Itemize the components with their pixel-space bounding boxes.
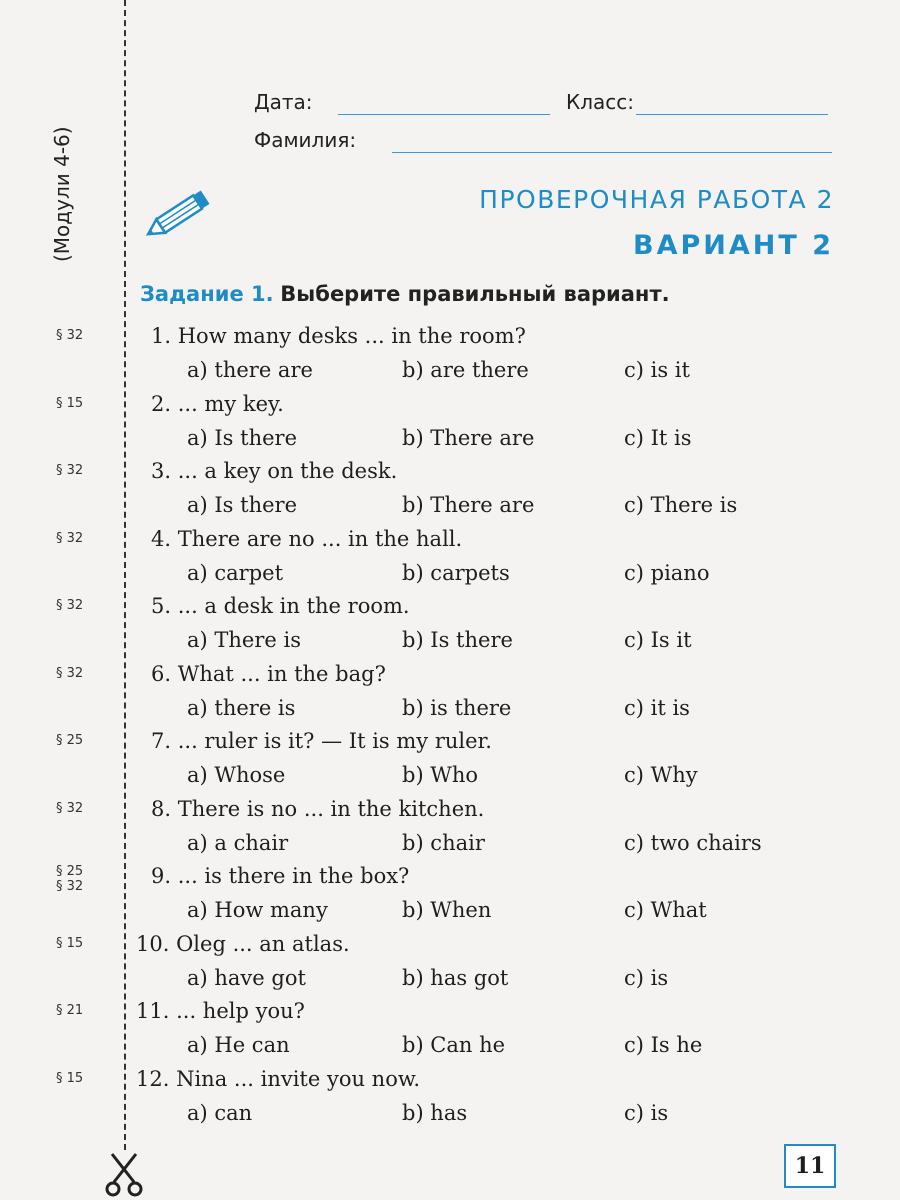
answer-option-b[interactable]: b) are there (402, 358, 529, 382)
answer-option-b[interactable]: b) When (402, 898, 492, 922)
grammar-reference-item: § 25 (56, 864, 84, 879)
question-number: 11. (136, 999, 170, 1023)
answer-option-b[interactable]: b) is there (402, 695, 512, 720)
grammar-reference (56, 733, 83, 748)
grammar-reference-item: § 15 (56, 1070, 84, 1086)
class-label: Класс: (566, 90, 634, 114)
question-item (0, 729, 900, 797)
question-text (136, 1067, 420, 1091)
class-field[interactable] (636, 114, 828, 115)
answer-option-b[interactable]: b) has (402, 1100, 468, 1125)
answer-option-a[interactable]: a) He can (187, 1033, 290, 1057)
question-sentence: There are no ... in the hall. (177, 526, 463, 551)
answer-option-a[interactable]: a) can (187, 1100, 253, 1125)
question-text (136, 999, 305, 1023)
answer-option-c[interactable]: c) There is (624, 493, 738, 517)
question-item (0, 999, 900, 1067)
grammar-reference-item: § 15 (56, 395, 84, 411)
question-item (0, 864, 900, 932)
grammar-reference-item: § 32 (56, 879, 84, 894)
task-heading (140, 282, 670, 306)
answer-option-c[interactable]: c) What (624, 898, 707, 922)
grammar-reference (56, 598, 83, 613)
answer-option-c[interactable]: c) it is (624, 695, 690, 720)
question-sentence: ... ruler is it? — It is my ruler. (177, 729, 492, 753)
grammar-reference-item: § 25 (56, 733, 84, 748)
side-module-label: (Модули 4-6) (50, 126, 74, 262)
question-number: 7. (151, 729, 172, 753)
grammar-reference-item: § 21 (56, 1003, 84, 1018)
answer-option-a[interactable]: a) How many (187, 898, 328, 922)
question-sentence: ... is there in the box? (177, 864, 410, 888)
answer-option-a[interactable]: a) there is (187, 695, 296, 720)
answer-option-a[interactable]: a) there are (187, 358, 313, 382)
answer-option-a[interactable]: a) Is there (187, 425, 297, 450)
answer-option-c[interactable]: c) Why (624, 763, 698, 787)
question-item (0, 932, 900, 1000)
answer-option-b[interactable]: b) has got (402, 965, 509, 990)
question-sentence: Oleg ... an atlas. (176, 931, 350, 956)
answer-option-c[interactable]: c) Is it (624, 628, 692, 652)
date-label: Дата: (254, 90, 313, 114)
question-text (151, 662, 386, 686)
question-text (136, 932, 350, 956)
answer-option-b[interactable]: b) There are (402, 425, 535, 450)
grammar-reference (56, 396, 83, 411)
question-text (151, 392, 284, 416)
task-label: Задание 1. (140, 282, 274, 306)
grammar-reference (56, 328, 83, 343)
answer-option-a[interactable]: a) Whose (187, 763, 286, 787)
question-item (0, 527, 900, 595)
question-sentence: ... my key. (177, 391, 284, 416)
question-number: 4. (151, 526, 172, 551)
task-instruction: Выберите правильный вариант. (280, 282, 670, 306)
answer-option-b[interactable]: b) Can he (402, 1033, 506, 1057)
grammar-reference (56, 1003, 83, 1018)
grammar-reference-item: § 32 (56, 530, 84, 546)
question-text (151, 527, 462, 551)
question-text (151, 459, 397, 483)
question-item (0, 594, 900, 662)
question-number: 8. (151, 796, 172, 821)
question-text (151, 594, 410, 618)
question-item (0, 459, 900, 527)
answer-option-a[interactable]: a) carpet (187, 560, 284, 585)
grammar-reference (56, 531, 83, 546)
question-sentence: ... help you? (176, 999, 305, 1023)
answer-option-b[interactable]: b) Who (402, 763, 479, 787)
grammar-reference-item: § 32 (56, 665, 84, 681)
answer-option-b[interactable]: b) chair (402, 830, 485, 855)
question-number: 2. (151, 391, 172, 416)
pencil-icon (140, 188, 216, 244)
question-number: 12. (136, 1066, 170, 1091)
answer-option-a[interactable]: a) There is (187, 628, 301, 652)
question-number: 3. (151, 459, 172, 483)
answer-option-a[interactable]: a) have got (187, 965, 306, 990)
grammar-reference-item: § 32 (56, 800, 84, 816)
question-sentence: ... a desk in the room. (177, 594, 410, 618)
answer-option-b[interactable]: b) carpets (402, 560, 510, 585)
surname-field[interactable] (392, 152, 832, 153)
answer-option-a[interactable]: a) Is there (187, 493, 297, 517)
answer-option-c[interactable]: c) It is (624, 425, 692, 450)
answer-option-c[interactable]: c) is (624, 965, 669, 990)
question-number: 5. (151, 594, 172, 618)
question-number: 6. (151, 661, 172, 686)
question-item (0, 1067, 900, 1135)
answer-option-c[interactable]: c) is (624, 1100, 669, 1125)
question-sentence: What ... in the bag? (177, 661, 386, 686)
answer-option-b[interactable]: b) There are (402, 493, 535, 517)
grammar-reference (56, 936, 83, 951)
question-item (0, 392, 900, 460)
grammar-reference-item: § 32 (56, 463, 84, 478)
grammar-reference (56, 864, 83, 894)
question-text (151, 864, 409, 888)
question-number: 9. (151, 864, 172, 888)
question-sentence: ... a key on the desk. (177, 459, 398, 483)
answer-option-c[interactable]: c) piano (624, 560, 710, 585)
question-text (151, 324, 526, 348)
page-title: ПРОВЕРОЧНАЯ РАБОТА 2 (479, 185, 834, 214)
question-number: 10. (136, 931, 170, 956)
answer-option-b[interactable]: b) Is there (402, 628, 513, 652)
question-item (0, 662, 900, 730)
question-sentence: There is no ... in the kitchen. (177, 796, 485, 821)
surname-label: Фамилия: (254, 128, 357, 152)
page-number: 11 (784, 1144, 836, 1188)
scissors-icon (104, 1152, 144, 1198)
question-sentence: Nina ... invite you now. (176, 1066, 421, 1091)
grammar-reference-item: § 32 (56, 598, 84, 613)
question-text (151, 729, 492, 753)
variant-title: ВАРИАНТ 2 (633, 230, 834, 261)
question-sentence: How many desks ... in the room? (177, 324, 526, 348)
grammar-reference (56, 1071, 83, 1086)
grammar-reference (56, 666, 83, 681)
date-field[interactable] (338, 114, 550, 115)
grammar-reference-item: § 15 (56, 935, 84, 951)
question-number: 1. (151, 324, 172, 348)
question-item (0, 324, 900, 392)
answer-option-c[interactable]: c) two chairs (624, 830, 762, 855)
answer-option-a[interactable]: a) a chair (187, 830, 289, 855)
answer-option-c[interactable]: c) is it (624, 358, 690, 382)
grammar-reference (56, 463, 83, 478)
grammar-reference-item: § 32 (56, 328, 84, 343)
question-item (0, 797, 900, 865)
grammar-reference (56, 801, 83, 816)
answer-option-c[interactable]: c) Is he (624, 1033, 703, 1057)
question-text (151, 797, 484, 821)
